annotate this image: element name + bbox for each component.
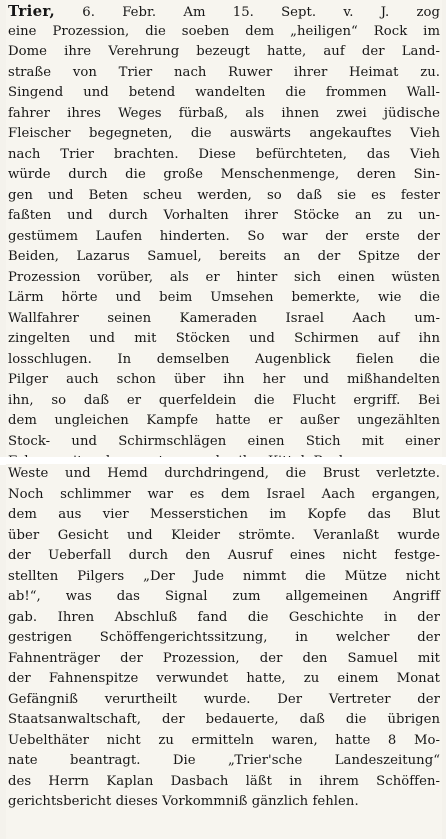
- text-line: über Gesicht und Kleider strömte. Veranlaßt wurde: [8, 527, 440, 543]
- article-column-top: [6, 0, 442, 458]
- text-line: Stock- und Schirmschlägen einen Stich mit einer: [8, 433, 440, 449]
- text-line: Dome ihre Verehrung bezeugt hatte, auf der Land-: [8, 44, 440, 59]
- text-line: fahrer ihres Weges fürbaß, als ihnen zwei jüdische: [8, 105, 440, 121]
- text-line: Staatsanwaltschaft, der bedauerte, daß die übrigen: [8, 712, 440, 727]
- text-line: des Herrn Kaplan Dasbach läßt in ihrem Schöffen-: [8, 773, 440, 789]
- text-line: dem ungleichen Kampfe hatte er außer ungezählten: [8, 413, 440, 428]
- text-line: losschlugen. In demselben Augenblick fielen die: [8, 351, 440, 367]
- text-line: der Ueberfall durch den Ausruf eines nicht festge-: [8, 548, 440, 563]
- text-line: faßten und durch Vorhalten ihrer Stöcke an zu un-: [8, 208, 440, 223]
- text-line: ihn, so daß er querfeldein die Flucht ergriff. Bei: [8, 392, 440, 408]
- text-line: dem aus vier Messerstichen im Kopfe das Blut: [8, 507, 440, 522]
- text-line: Uebelthäter nicht zu ermitteln waren, hatte 8 Mo-: [8, 732, 440, 748]
- article-column-bottom: [6, 464, 442, 839]
- text-line: Fahnenträger der Prozession, der den Samuel mit: [8, 650, 440, 666]
- text-line: Beiden, Lazarus Samuel, bereits an der Spitze der: [8, 249, 440, 264]
- text-line: gab. Ihren Abschluß fand die Geschichte in der: [8, 609, 440, 625]
- text-line: stellten Pilgers „Der Jude nimmt die Mütze nicht: [8, 568, 440, 584]
- text-line: Singend und betend wandelten die frommen Wall-: [8, 85, 440, 100]
- text-line: nach Trier brachten. Diese befürchteten, das Vieh: [8, 146, 440, 162]
- text-line: gerichtsbericht dieses Vorkommniß gänzlich fehlen.: [8, 794, 359, 809]
- text-line: Weste und Hemd durchdringend, die Brust verletzte.: [8, 466, 440, 481]
- text-line: Fleischer begegneten, die auswärts angekauftes Vieh: [8, 126, 440, 141]
- dateline-place: Trier,: [8, 2, 56, 20]
- text-line: straße von Trier nach Ruwer ihrer Heimat zu.: [8, 64, 440, 80]
- text-line: zingelten und mit Stöcken und Schirmen auf ihn: [8, 331, 440, 346]
- text-line: Noch schlimmer war es dem Israel Aach ergangen,: [8, 486, 440, 502]
- text-line: der Fahnenspitze verwundet hatte, zu einem Monat: [8, 671, 440, 686]
- text-line: gestrigen Schöffengerichtssitzung, in welcher der: [8, 630, 440, 645]
- text-line: Wallfahrer seinen Kameraden Israel Aach um-: [8, 310, 440, 326]
- text-line: gestümem Laufen hinderten. So war der erste der: [8, 228, 440, 244]
- text-line: eine Prozession, die soeben dem „heiligen“ Rock im: [8, 23, 440, 39]
- text-line-rest: 6. Febr. Am 15. Sept. v. J. zog: [82, 5, 441, 20]
- text-line: ab!“, was das Signal zum allgemeinen Angriff: [8, 589, 440, 604]
- text-line: Gefängniß verurtheilt wurde. Der Vertreter der: [8, 691, 440, 707]
- text-line: Lärm hörte und beim Umsehen bemerkte, wie die: [8, 290, 440, 305]
- text-line: Prozession vorüber, als er hinter sich einen wüsten: [8, 269, 440, 285]
- text-line: würde durch die große Menschenmenge, deren Sin-: [8, 167, 440, 182]
- text-line: Pilger auch schon über ihn her und mißhandelten: [8, 372, 440, 387]
- text-line: nate beantragt. Die „Trier'sche Landeszeitung“: [8, 753, 440, 768]
- text-line: [6, 1, 442, 22]
- text-line: gen und Beten scheu werden, so daß sie es fester: [8, 187, 440, 203]
